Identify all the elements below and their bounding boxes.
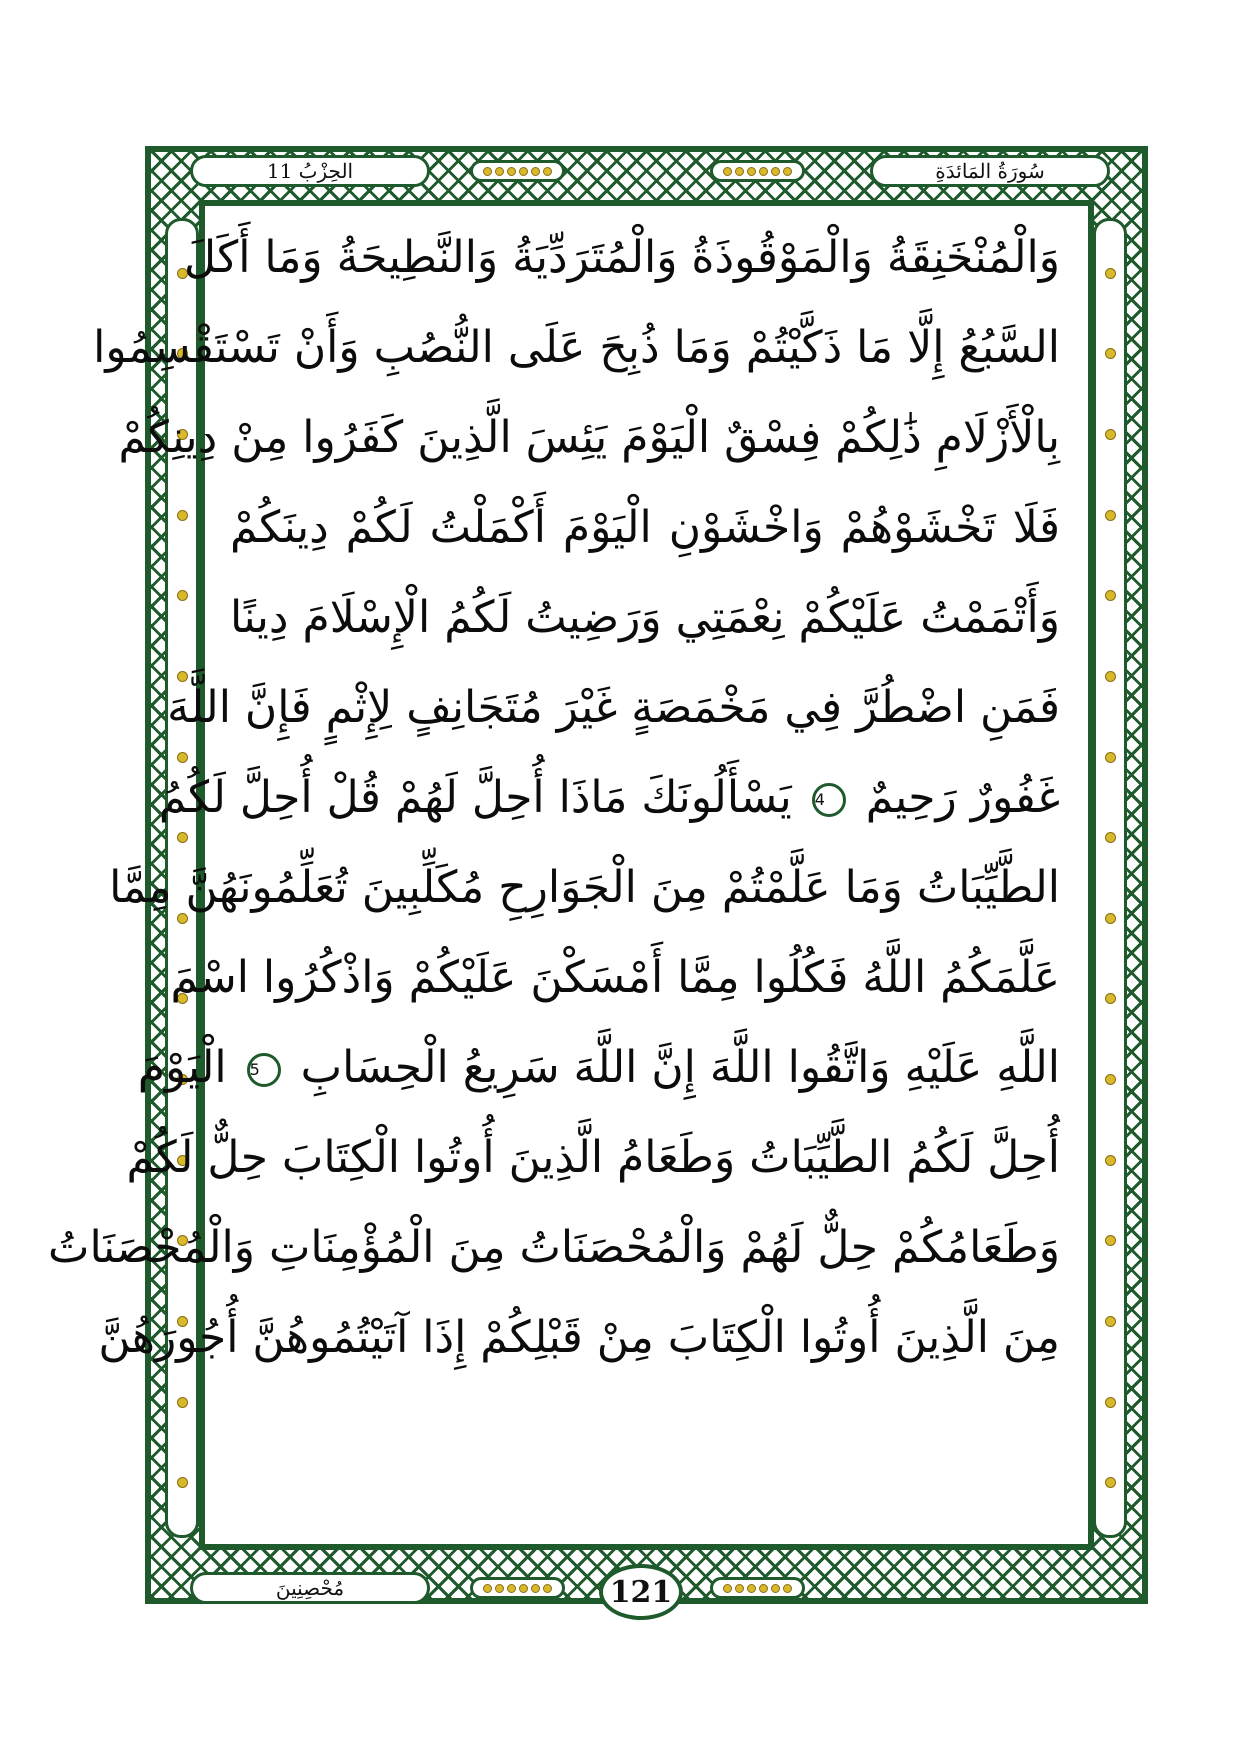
- footer-ornament-right: [710, 1577, 805, 1599]
- verse-line-12: وَطَعَامُكُمْ حِلٌّ لَهُمْ وَالْمُحْصَنَاتُ مِنَ الْمُؤْمِنَاتِ وَالْمُحْصَنَاتُ: [48, 1222, 1060, 1273]
- surah-name: سُورَةُ المَائدَةِ: [935, 159, 1045, 183]
- verse-line-13: مِنَ الَّذِينَ أُوتُوا الْكِتَابَ مِنْ قَبْلِكُمْ إِذَا آتَيْتُمُوهُنَّ أُجُورَهُنَّ: [98, 1312, 1060, 1363]
- header-ornament-left: [470, 160, 565, 182]
- header-ornament-right: [710, 160, 805, 182]
- verse-line-3: بِالْأَزْلَامِ ذَٰلِكُمْ فِسْقٌ الْيَوْمَ يَئِسَ الَّذِينَ كَفَرُوا مِنْ دِينِكُمْ: [118, 412, 1060, 463]
- verse-line-8: الطَّيِّبَاتُ وَمَا عَلَّمْتُمْ مِنَ الْجَوَارِحِ مُكَلِّبِينَ تُعَلِّمُونَهُنَّ مِمَّا: [109, 862, 1060, 913]
- verse-line-1: وَالْمُنْخَنِقَةُ وَالْمَوْقُوذَةُ وَالْمُتَرَدِّيَةُ وَالنَّطِيحَةُ وَمَا أَكَلَ: [183, 232, 1060, 283]
- page-number: 121: [599, 1564, 683, 1620]
- verse-line-9: عَلَّمَكُمُ اللَّهُ فَكُلُوا مِمَّا أَمْسَكْنَ عَلَيْكُمْ وَاذْكُرُوا اسْمَ: [170, 952, 1060, 1003]
- footer-ornament-left: [470, 1577, 565, 1599]
- verse-line-6: فَمَنِ اضْطُرَّ فِي مَخْمَصَةٍ غَيْرَ مُتَجَانِفٍ لِإِثْمٍ فَإِنَّ اللَّهَ: [167, 682, 1060, 733]
- verse-line-11: أُحِلَّ لَكُمُ الطَّيِّبَاتُ وَطَعَامُ الَّذِينَ أُوتُوا الْكِتَابَ حِلٌّ لَكُمْ: [126, 1132, 1060, 1183]
- verse-line-2: السَّبُعُ إِلَّا مَا ذَكَّيْتُمْ وَمَا ذُبِحَ عَلَى النُّصُبِ وَأَنْ تَسْتَقْسِمُوا: [93, 322, 1060, 373]
- verse-line-10: اللَّهِ عَلَيْهِ وَاتَّقُوا اللَّهَ إِنَّ اللَّهَ سَرِيعُ الْحِسَابِ 5 الْيَوْمَ: [137, 1042, 1060, 1093]
- verse-line-7: غَفُورٌ رَحِيمٌ 4 يَسْأَلُونَكَ مَاذَا أُحِلَّ لَهُمْ قُلْ أُحِلَّ لَكُمُ: [158, 772, 1060, 823]
- hizb-label: الحِزْبُ 11: [266, 159, 354, 183]
- ayah-number-marker: 5: [247, 1053, 281, 1087]
- ayah-number-marker: 4: [812, 783, 846, 817]
- right-side-ornament: [1093, 218, 1127, 1538]
- verse-line-4: فَلَا تَخْشَوْهُمْ وَاخْشَوْنِ الْيَوْمَ أَكْمَلْتُ لَكُمْ دِينَكُمْ: [230, 502, 1060, 553]
- surah-cartouche: [870, 155, 1110, 187]
- catchword: مُحْصِنِينَ: [275, 1576, 345, 1600]
- hizb-cartouche: [190, 155, 430, 187]
- catchword-cartouche: [190, 1572, 430, 1604]
- verse-line-5: وَأَتْمَمْتُ عَلَيْكُمْ نِعْمَتِي وَرَضِيتُ لَكُمُ الْإِسْلَامَ دِينًا: [230, 592, 1060, 643]
